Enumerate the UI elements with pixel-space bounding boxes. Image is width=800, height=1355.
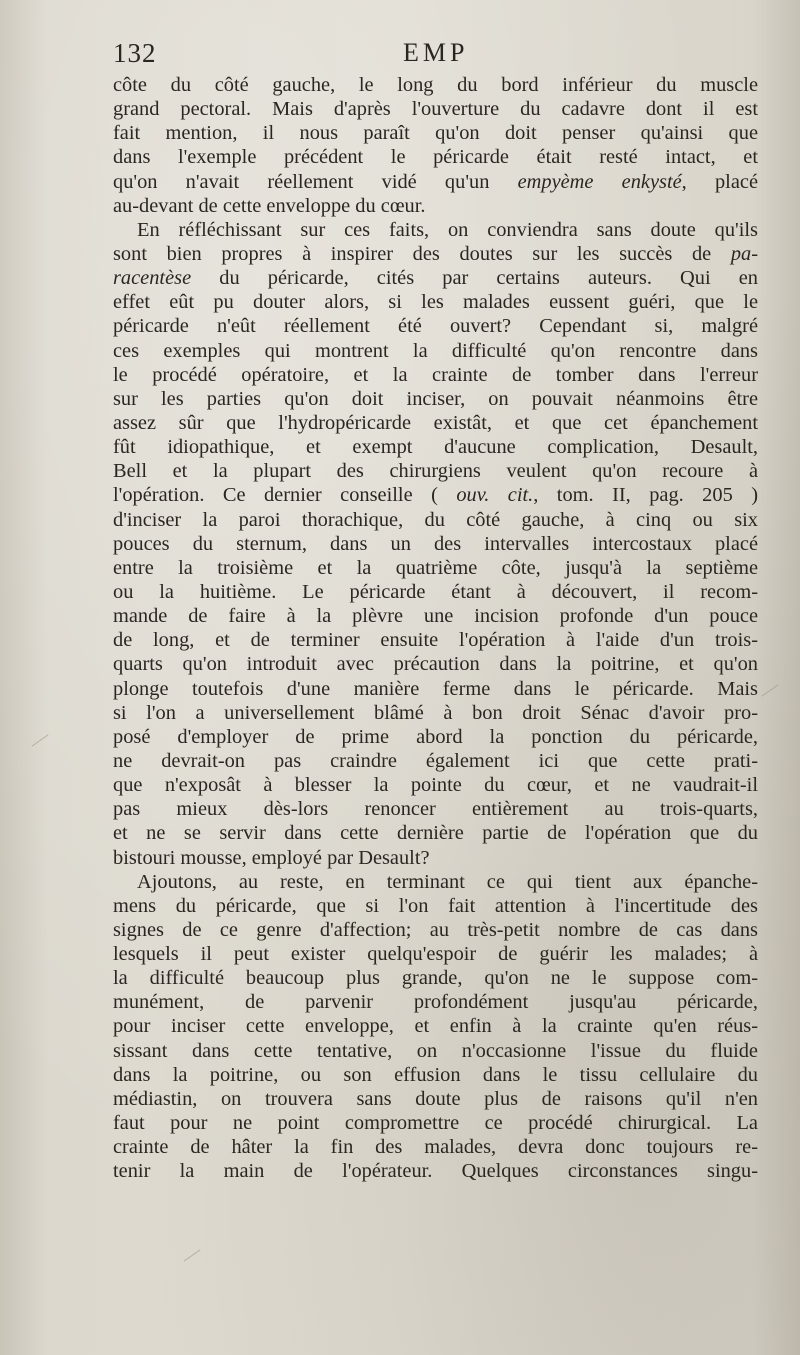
text-run: médiastin, on trouvera sans doute plus de raisons qu'il n'en <box>113 1087 758 1110</box>
text-line <box>113 1135 758 1159</box>
text-line <box>113 363 758 387</box>
text-run: au-devant de cette enveloppe du cœur. <box>113 194 426 217</box>
text-run: tenir la main de l'opérateur. Quelques circonstances singu- <box>113 1160 758 1183</box>
text-run: ces exemples qui montrent la difficulté qu'on rencontre dans <box>113 339 758 362</box>
text-run: effet eût pu douter alors, si les malades eussent guéri, que le <box>113 291 758 314</box>
text-run: de long, et de terminer ensuite l'opération à l'aide d'un trois- <box>113 629 758 652</box>
text-run: la difficulté beaucoup plus grande, qu'on ne le suppose com- <box>113 967 758 990</box>
text-run: fait mention, il nous paraît qu'on doit penser qu'ainsi que <box>113 122 758 145</box>
text-line <box>113 942 758 966</box>
text-run: sissant dans cette tentative, on n'occasionne l'issue du fluide <box>113 1039 758 1062</box>
text-run: Bell et la plupart des chirurgiens veulent qu'on recoure à <box>113 460 758 483</box>
italic-run: pa- <box>730 242 758 265</box>
text-line <box>113 628 758 652</box>
text-line <box>113 773 758 797</box>
italic-run: racentèse <box>113 267 192 290</box>
text-run: posé d'employer de prime abord la ponction du péricarde, <box>113 725 758 748</box>
text-line <box>113 1159 758 1183</box>
text-run: le procédé opératoire, et la crainte de tomber dans l'erreur <box>113 363 758 386</box>
text-line <box>113 411 758 435</box>
text-run: plonge toutefois d'une manière ferme dans le péricarde. Mais <box>113 677 758 700</box>
text-line <box>113 604 758 628</box>
text-run: sur les parties qu'on doit inciser, on pouvait néanmoins être <box>113 387 758 410</box>
text-line <box>113 290 758 314</box>
text-run: bistouri mousse, employé par Desault? <box>113 846 430 869</box>
text-run: mande de faire à la plèvre une incision profonde d'un pouce <box>113 605 758 628</box>
text-line <box>113 580 758 604</box>
text-line <box>113 894 758 918</box>
text-line <box>113 459 758 483</box>
text-run: côte du côté gauche, le long du bord inférieur du muscle <box>113 74 758 96</box>
text-line <box>113 194 758 218</box>
text-run: qu'on n'avait réellement vidé qu'un <box>113 170 518 193</box>
paper-mark <box>762 684 779 696</box>
text-run: faut pour ne point compromettre ce procédé chirurgical. La <box>113 1112 758 1135</box>
text-run: pour inciser cette enveloppe, et enfin à la crainte qu'en réus- <box>113 1015 758 1038</box>
text-run: l'opération. Ce dernier conseille ( <box>113 484 457 507</box>
paper-mark <box>184 1249 201 1261</box>
text-run: d'inciser la paroi thorachique, du côté gauche, à cinq ou six <box>113 508 758 531</box>
text-line <box>113 435 758 459</box>
text-run: sont bien propres à inspirer des doutes sur les succès de <box>113 242 731 265</box>
text-run: si l'on a universellement blâmé à bon droit Sénac d'avoir pro- <box>113 701 758 724</box>
text-line <box>113 483 758 507</box>
text-run: fût idiopathique, et exempt d'aucune complication, Desault, <box>113 436 758 459</box>
text-run: pouces du sternum, dans un des intervalles intercostaux placé <box>113 532 758 555</box>
text-line <box>113 1063 758 1087</box>
paper-mark <box>32 734 49 746</box>
text-line <box>113 170 758 194</box>
text-line <box>113 314 758 338</box>
italic-run: ouv. cit. <box>456 484 534 507</box>
text-run: ou la huitième. Le péricarde étant à découvert, il recom- <box>113 580 758 603</box>
text-line <box>113 918 758 942</box>
italic-run: empyème enkysté <box>517 170 682 193</box>
text-line <box>113 1087 758 1111</box>
text-line <box>113 1111 758 1135</box>
text-run: du péricarde, cités par certains auteurs. Qui en <box>191 267 758 290</box>
text-run: péricarde n'eût réellement été ouvert? Cependant si, malgré <box>113 315 758 338</box>
text-line <box>113 387 758 411</box>
text-line <box>113 652 758 676</box>
text-line <box>113 218 758 242</box>
text-line <box>113 701 758 725</box>
text-line <box>113 242 758 266</box>
text-run: munément, de parvenir profondément jusqu'au péricarde, <box>113 991 758 1014</box>
text-run: que n'exposât à blesser la pointe du cœur, et ne vaudrait-il <box>113 774 758 797</box>
text-run: quarts qu'on introduit avec précaution dans la poitrine, et qu'on <box>113 653 758 676</box>
text-line <box>113 145 758 169</box>
text-run: crainte de hâter la fin des malades, devra donc toujours re- <box>113 1136 758 1159</box>
text-run: signes de ce genre d'affection; au très-petit nombre de cas dans <box>113 918 758 941</box>
text-run: dans l'exemple précédent le péricarde était resté intact, et <box>113 146 758 169</box>
body-text <box>113 73 758 1183</box>
text-line <box>113 97 758 121</box>
text-line <box>113 1039 758 1063</box>
text-run: Ajoutons, au reste, en terminant ce qui tient aux épanche- <box>137 870 758 893</box>
text-run: dans la poitrine, ou son effusion dans le tissu cellulaire du <box>113 1063 758 1086</box>
text-line <box>113 966 758 990</box>
text-line <box>113 797 758 821</box>
text-line <box>113 339 758 363</box>
page-number: 132 <box>113 38 157 68</box>
text-line <box>113 73 758 97</box>
text-line <box>113 677 758 701</box>
page-header <box>113 38 758 72</box>
text-run: entre la troisième et la quatrième côte, jusqu'à la septième <box>113 556 758 579</box>
text-line <box>113 121 758 145</box>
text-run: , placé <box>681 170 758 193</box>
text-line <box>113 870 758 894</box>
text-run: mens du péricarde, que si l'on fait attention à l'incertitude des <box>113 894 758 917</box>
text-line <box>113 725 758 749</box>
text-line <box>113 556 758 580</box>
text-run: , tom. II, pag. 205 ) <box>533 484 758 507</box>
text-run: et ne se servir dans cette dernière partie de l'opération que du <box>113 822 758 845</box>
text-run: ne devrait-on pas craindre également ici que cette prati- <box>113 749 758 772</box>
text-line <box>113 532 758 556</box>
text-line <box>113 266 758 290</box>
text-line <box>113 508 758 532</box>
text-line <box>113 846 758 870</box>
text-run: pas mieux dès-lors renoncer entièrement au trois-quarts, <box>113 798 758 821</box>
text-run: lesquels il peut exister quelqu'espoir de guérir les malades; à <box>113 943 758 966</box>
text-run: assez sûr que l'hydropéricarde existât, et que cet épanchement <box>113 411 758 434</box>
text-run: grand pectoral. Mais d'après l'ouverture du cadavre dont il est <box>113 98 758 121</box>
text-run: En réfléchissant sur ces faits, on conviendra sans doute qu'ils <box>137 218 758 241</box>
text-line <box>113 1014 758 1038</box>
running-head: EMP <box>403 38 469 67</box>
text-line <box>113 990 758 1014</box>
text-line <box>113 821 758 845</box>
text-line <box>113 749 758 773</box>
